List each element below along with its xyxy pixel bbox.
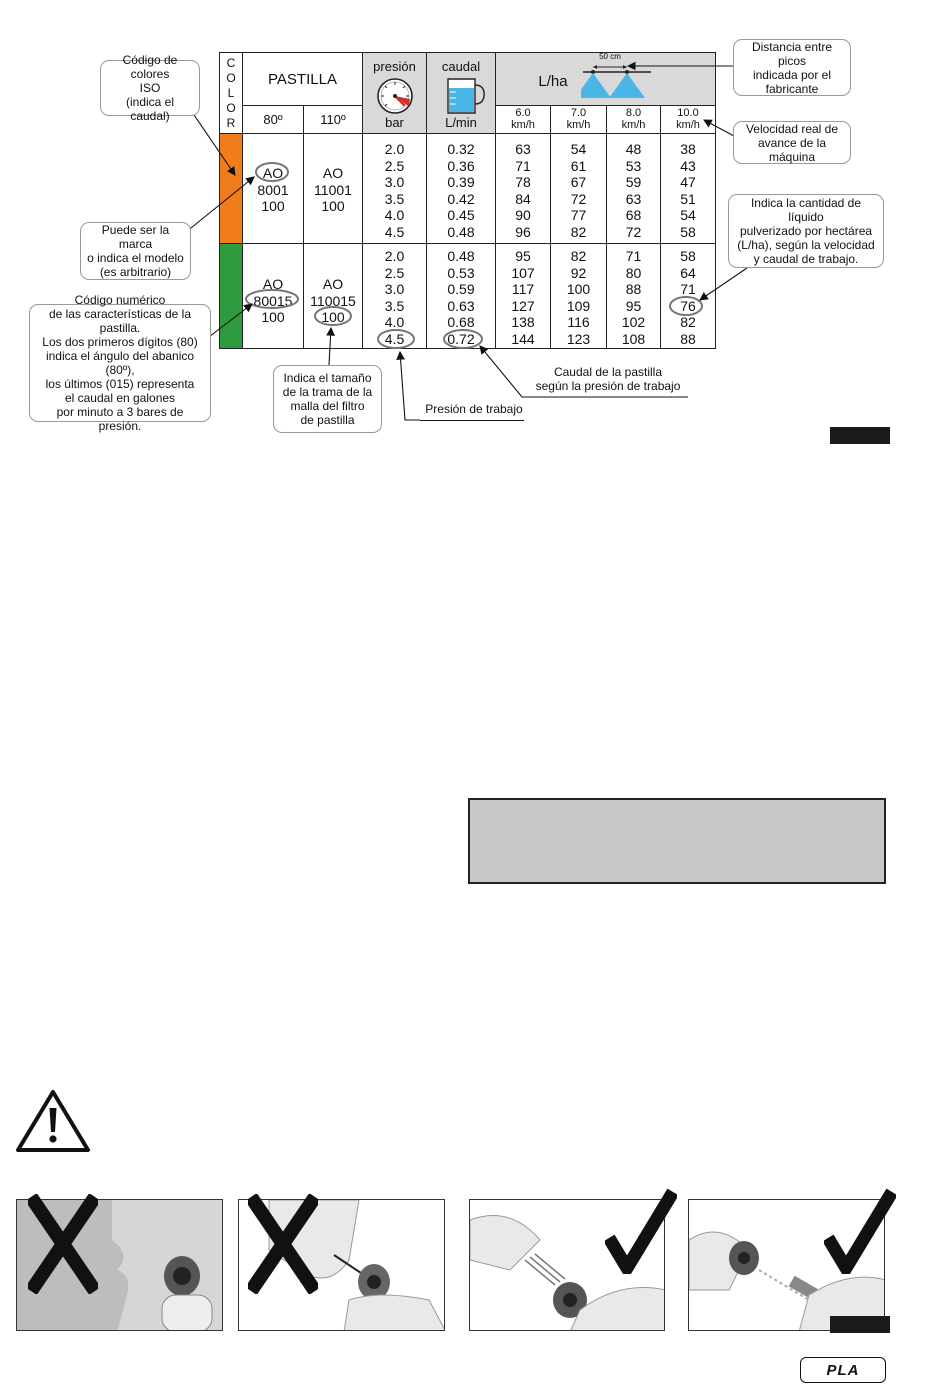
table-cell-value: 54	[570, 141, 587, 157]
angle-80-label: 80º	[263, 112, 283, 127]
table-cell-value: 63	[625, 190, 642, 207]
table-cell-value: 84	[515, 190, 531, 207]
leader-iso	[192, 112, 235, 175]
speed-10: 10.0 km/h	[676, 107, 700, 131]
table-cell-value: 3.5	[384, 297, 405, 314]
table-cell-value: 58	[680, 223, 696, 240]
table-cell-value: 77	[570, 207, 587, 223]
highlight-80015-code	[246, 290, 298, 308]
caudal-label: caudal	[441, 59, 481, 74]
table-cell-value: 64	[680, 264, 696, 281]
callout-numeric-code: Código numérico de las características de la pastilla. Los dos primeros dígitos (80) indica el ángulo del abanico (80º), los últimos (015) representa el caudal en galones por minuto a 3 bares de presión.	[29, 304, 211, 422]
highlight-pressure-4-5	[378, 330, 414, 348]
leader-code	[205, 304, 252, 340]
table-cell-value: 127	[511, 297, 535, 314]
table-cell-value: 4.5	[384, 330, 405, 347]
speed-7: 7.0 km/h	[566, 107, 591, 131]
warning-icon	[15, 1088, 91, 1154]
table-cell-value: 82	[570, 248, 587, 264]
table-cell-value: 43	[680, 157, 696, 174]
table-cell-value: 96	[515, 223, 531, 240]
table-cell-value: 88	[680, 330, 696, 347]
callout-spacing: Distancia entre picos indicada por el fabricante	[733, 39, 851, 96]
table-cell-value: 0.68	[447, 314, 475, 330]
row-2-nozzle-80-text: AO 80015 100	[253, 276, 293, 325]
note-box	[468, 798, 886, 884]
label-underline	[420, 420, 524, 421]
speed-8: 8.0 km/h	[621, 107, 646, 131]
color-vertical-label: C O L O R	[226, 56, 236, 130]
table-cell-value: 4.0	[384, 314, 405, 330]
table-cell-value: 102	[621, 314, 646, 330]
leader-mesh	[329, 328, 331, 365]
table-cell-value: 72	[625, 223, 642, 240]
table-cell-value: 0.48	[447, 223, 475, 240]
table-cell-value: 123	[566, 330, 591, 347]
table-cell-value: 48	[625, 141, 642, 157]
table-cell-value: 0.63	[447, 297, 475, 314]
table-cell-value: 0.48	[447, 248, 475, 264]
angle-110-label: 110º	[320, 112, 346, 127]
table-cell-value: 47	[680, 174, 696, 190]
leader-pressure	[400, 352, 420, 420]
table-cell-value: 0.36	[447, 157, 475, 174]
table-cell-value: 2.0	[384, 141, 405, 157]
table-cell-value: 71	[515, 157, 531, 174]
table-cell-value: 144	[511, 330, 535, 347]
highlight-flow-0-72	[444, 330, 482, 348]
lha-label: L/ha	[538, 73, 568, 90]
callout-iso-color-code: Código de colores ISO (indica el caudal)	[100, 60, 200, 116]
speed-6: 6.0 km/h	[511, 107, 535, 131]
presion-label: presión	[373, 59, 416, 74]
table-cell-value: 68	[625, 207, 642, 223]
table-cell-value: 0.32	[447, 141, 475, 157]
redaction-bar-bottom	[830, 1316, 890, 1333]
table-cell-value: 95	[625, 297, 642, 314]
table-cell-value: 117	[511, 281, 535, 297]
label-flow: Caudal de la pastilla según la presión de trabajo	[535, 365, 681, 393]
cross-mark-icon	[28, 1194, 98, 1294]
callout-speed: Velocidad real de avance de la máquina	[733, 121, 851, 164]
leader-brand	[186, 177, 254, 232]
highlight-mesh-100	[315, 307, 351, 325]
check-mark-icon	[824, 1188, 896, 1274]
table-cell-value: 0.42	[447, 190, 475, 207]
callout-lha: Indica la cantidad de líquido pulverizado por hectárea (L/ha), según la velocidad y caudal de trabajo.	[728, 194, 884, 268]
table-cell-value: 2.5	[384, 264, 405, 281]
table-cell-value: 76	[680, 297, 696, 314]
table-cell-value: 51	[680, 190, 696, 207]
label-pressure: Presión de trabajo	[425, 402, 523, 416]
row-2-nozzle-110-text: AO 110015 100	[310, 276, 356, 325]
table-cell-value: 2.0	[384, 248, 405, 264]
table-cell-value: 82	[570, 223, 587, 240]
table-cell-value: 61	[570, 157, 587, 174]
table-cell-value: 53	[625, 157, 642, 174]
table-cell-value: 108	[621, 330, 646, 347]
table-cell-value: 72	[570, 190, 587, 207]
table-cell-value: 4.0	[384, 207, 405, 223]
table-cell-value: 78	[515, 174, 531, 190]
table-cell-value: 0.45	[447, 207, 475, 223]
presion-unit: bar	[385, 115, 404, 130]
callout-brand: Puede ser la marca o indica el modelo (es arbitrario)	[80, 222, 191, 280]
table-cell-value: 0.53	[447, 264, 475, 281]
table-cell-value: 58	[680, 248, 696, 264]
table-cell-value: 4.5	[384, 223, 405, 240]
check-mark-icon	[605, 1188, 677, 1274]
table-cell-value: 109	[566, 297, 591, 314]
table-cell-value: 90	[515, 207, 531, 223]
table-cell-value: 107	[511, 264, 535, 281]
redaction-bar-top	[830, 427, 890, 444]
table-cell-value: 100	[566, 281, 591, 297]
pla-logo	[800, 1357, 886, 1383]
table-cell-value: 3.5	[384, 190, 405, 207]
table-cell-value: 3.0	[384, 281, 405, 297]
table-cell-value: 82	[680, 314, 696, 330]
caudal-unit: L/min	[445, 115, 477, 130]
table-cell-value: 38	[680, 141, 696, 157]
row-1-nozzle-80-text: AO 8001 100	[257, 165, 289, 214]
table-cell-value: 92	[570, 264, 587, 281]
table-cell-value: 59	[625, 174, 642, 190]
logo-text: PLA	[826, 1361, 860, 1379]
table-cell-value: 0.39	[447, 174, 475, 190]
pastilla-header: PASTILLA	[268, 71, 337, 88]
callout-mesh: Indica el tamaño de la trama de la malla del filtro de pastilla	[273, 365, 382, 433]
table-cell-value: 80	[625, 264, 642, 281]
table-cell-value: 2.5	[384, 157, 405, 174]
table-cell-value: 54	[680, 207, 696, 223]
table-cell-value: 95	[515, 248, 531, 264]
table-cell-value: 138	[511, 314, 535, 330]
table-cell-value: 71	[625, 248, 642, 264]
table-cell-value: 88	[625, 281, 642, 297]
highlight-ao-brand	[256, 163, 288, 181]
highlight-lha-76	[670, 297, 702, 315]
row-1-nozzle-110-text: AO 11001 100	[314, 165, 352, 214]
table-cell-value: 3.0	[384, 174, 405, 190]
table-cell-value: 67	[570, 174, 587, 190]
cross-mark-icon	[248, 1194, 318, 1294]
leader-speed	[704, 120, 734, 136]
leader-lha	[700, 268, 747, 300]
table-cell-value: 71	[680, 281, 696, 297]
table-cell-value: 116	[567, 314, 590, 330]
table-cell-value: 0.72	[447, 330, 475, 347]
table-cell-value: 63	[515, 141, 531, 157]
spacing-label: 50 cm	[599, 52, 621, 61]
table-cell-value: 0.59	[447, 281, 475, 297]
